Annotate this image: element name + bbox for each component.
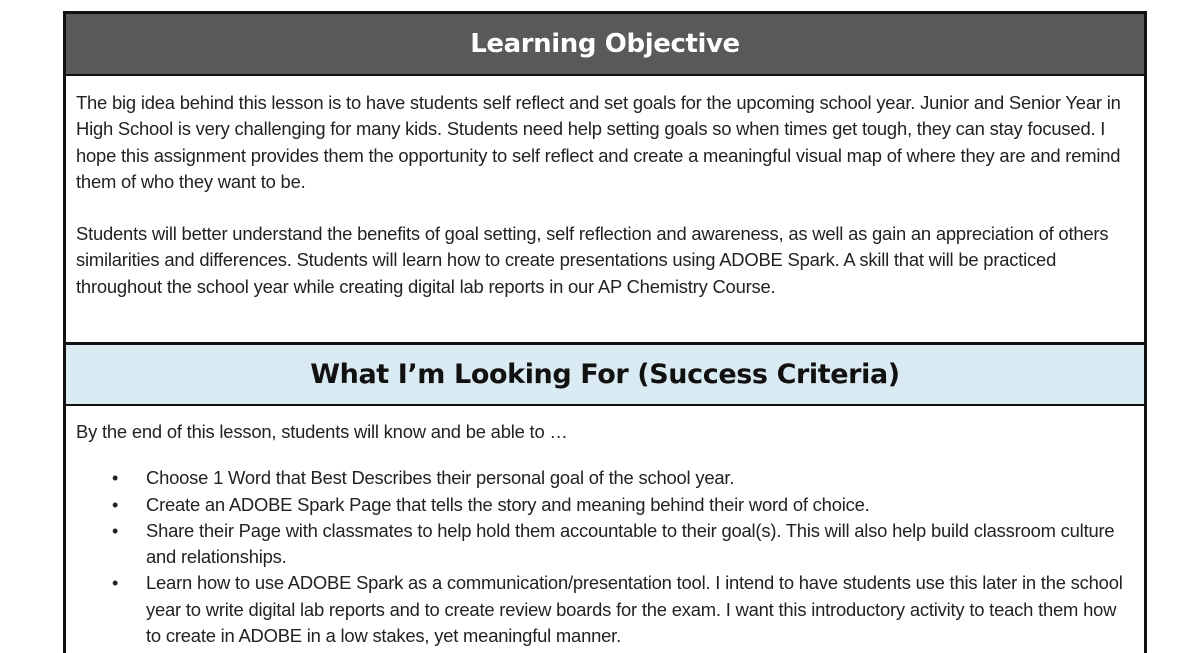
objective-paragraph: The big idea behind this lesson is to have students self reflect and set goals for the upcoming school year. Junior and Senior Year in High School is very challenging for many kids. Students need help setting goals so when times get tough, they can stay focused. I hope this assignment provides them the opportunity to self reflect and create a meaningful visual map of where they are and remind them of who they want to be. <box>76 92 1121 192</box>
learning-objective-header <box>66 14 1144 76</box>
criteria-list-item: • Learn how to use ADOBE Spark as a communication/presentation tool. I intend to have students use this later in the school year to write digital lab reports and to create review boards for the exam. I want this introductory activity to teach them how to create in ADOBE in a low stakes, yet meaningful manner. <box>146 570 1134 649</box>
criteria-intro: By the end of this lesson, students will know and be able to … <box>76 421 568 442</box>
objective-paragraph: Students will better understand the benefits of goal setting, self reflection and awareness, as well as gain an appreciation of others similarities and differences. Students will learn how to create presentations using ADOBE Spark. A skill that will be practiced throughout the school year while creating digital lab reports in our AP Chemistry Course. <box>76 223 1109 297</box>
success-criteria-header <box>66 342 1144 406</box>
criteria-list <box>76 465 1134 649</box>
criteria-list-item: • Share their Page with classmates to help hold them accountable to their goal(s). This will also help build classroom culture and relationships. <box>146 518 1134 571</box>
learning-objective-body <box>66 76 1144 342</box>
lesson-plan-table <box>63 11 1147 653</box>
learning-objective-title: Learning Objective <box>470 29 740 59</box>
criteria-list-item: • Create an ADOBE Spark Page that tells the story and meaning behind their word of choice. <box>146 492 1134 518</box>
success-criteria-title: What I’m Looking For (Success Criteria) <box>310 359 900 390</box>
success-criteria-body <box>66 406 1144 653</box>
criteria-list-item: • Choose 1 Word that Best Describes their personal goal of the school year. <box>146 465 1134 491</box>
